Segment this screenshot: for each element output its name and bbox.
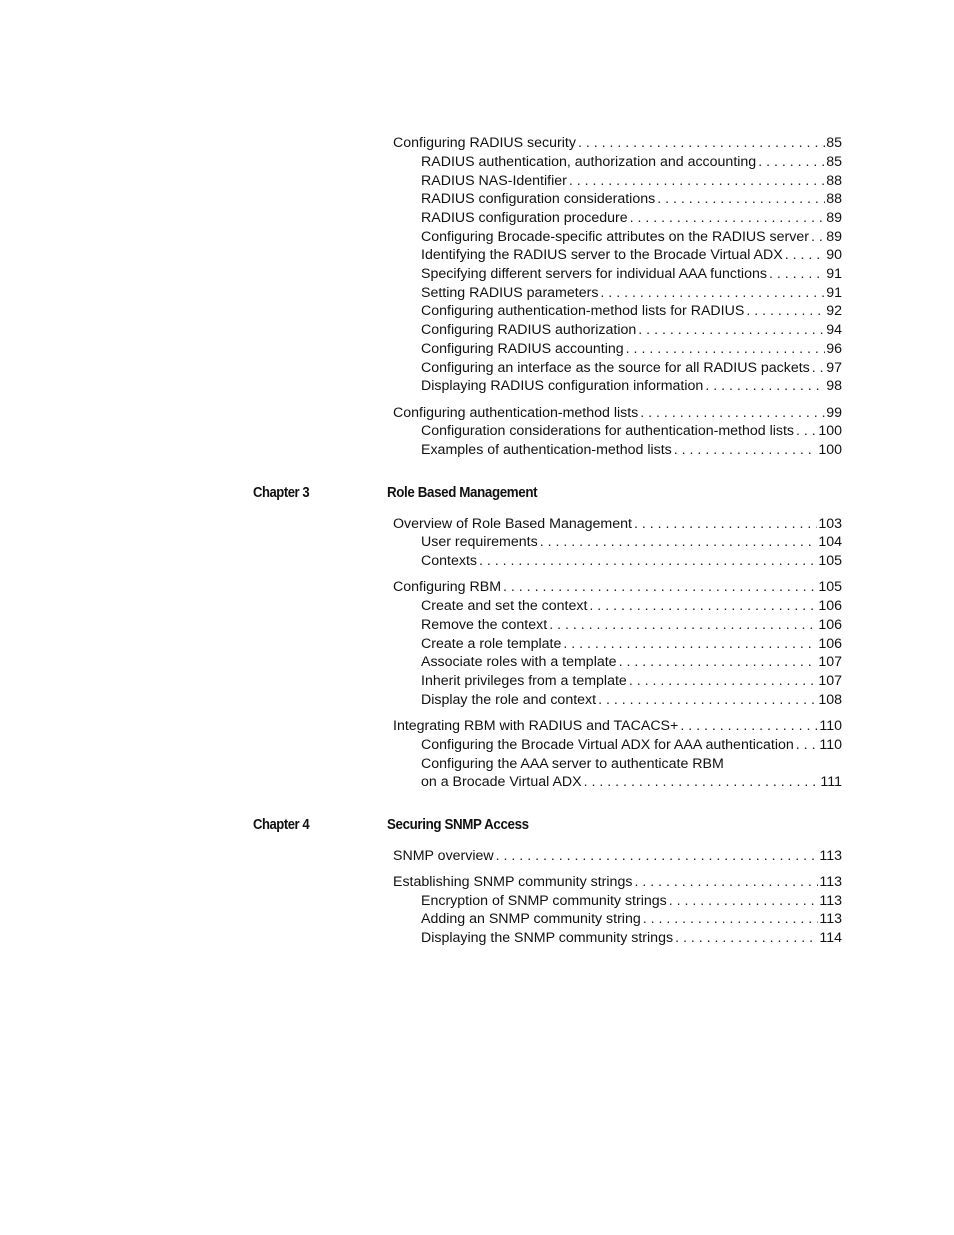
toc-entry-page: 85	[826, 154, 842, 170]
toc-entry-title: Configuring authentication-method lists	[393, 405, 639, 421]
toc-entry-page: 106	[818, 617, 842, 633]
toc-entry-page: 98	[826, 378, 842, 394]
toc-subentry[interactable]	[421, 340, 842, 359]
toc-entry-title: Identifying the RADIUS server to the Brocade Virtual ADX	[421, 247, 783, 263]
toc-subentry[interactable]	[421, 265, 842, 284]
toc-entry-title: SNMP overview	[393, 848, 494, 864]
dot-leader	[758, 153, 825, 172]
toc-subentry[interactable]	[421, 190, 842, 209]
toc-entry-page: 88	[826, 191, 842, 207]
toc-subentry[interactable]	[421, 597, 842, 616]
dot-leader	[769, 265, 825, 284]
toc-entry-title: Configuring the Brocade Virtual ADX for AAA authentication	[421, 737, 794, 753]
toc-entry-page: 107	[818, 673, 842, 689]
toc-entry-page: 92	[826, 303, 842, 319]
dot-leader	[626, 340, 826, 359]
toc-subentry[interactable]	[421, 533, 842, 552]
toc-entry-page: 97	[826, 360, 842, 376]
dot-leader	[578, 134, 825, 153]
toc-subentry[interactable]	[421, 616, 842, 635]
dot-leader	[657, 190, 825, 209]
toc-entry-title: Establishing SNMP community strings	[393, 874, 633, 890]
toc-entry-title: Examples of authentication-method lists	[421, 442, 672, 458]
toc-entry-page: 110	[819, 737, 842, 753]
dot-leader	[705, 377, 825, 396]
toc-entry-page: 105	[818, 553, 842, 569]
toc-entry[interactable]	[393, 578, 842, 597]
dot-leader	[569, 172, 825, 191]
toc-subentry[interactable]	[421, 302, 842, 321]
toc-subentry-first-line[interactable]: Configuring the AAA server to authenticate RBM	[421, 756, 724, 772]
toc-entry-page: 90	[826, 247, 842, 263]
toc-entry-title: Configuring RADIUS authorization	[421, 322, 637, 338]
toc-entry[interactable]	[393, 515, 842, 534]
dot-leader	[674, 441, 818, 460]
dot-leader	[479, 552, 817, 571]
toc-subentry[interactable]	[421, 209, 842, 228]
toc-entry-title: Configuring RBM	[393, 579, 502, 595]
dot-leader	[675, 929, 818, 948]
toc-subentry[interactable]	[421, 552, 842, 571]
toc-entry-title: Specifying different servers for individual AAA functions	[421, 266, 767, 282]
toc-entry-page: 89	[826, 229, 842, 245]
toc-subentry[interactable]	[421, 773, 842, 792]
toc-entry-page: 108	[818, 692, 842, 708]
toc-entry-page: 113	[819, 874, 842, 890]
toc-subentry[interactable]	[421, 441, 842, 460]
toc-entry-page: 100	[818, 423, 842, 439]
dot-leader	[598, 691, 817, 710]
toc-entry-title: Configuration considerations for authentication-method lists	[421, 423, 795, 439]
dot-leader	[634, 515, 817, 534]
toc-entry-page: 113	[819, 911, 842, 927]
toc-entry-title: Create and set the context	[421, 598, 588, 614]
toc-entry[interactable]	[393, 847, 842, 866]
toc-entry-title: Setting RADIUS parameters	[421, 285, 599, 301]
chapter-title[interactable]: Role Based Management	[387, 485, 538, 501]
dot-leader	[600, 284, 825, 303]
dot-leader	[640, 404, 825, 423]
toc-entry-title: RADIUS authentication, authorization and accounting	[421, 154, 757, 170]
toc-entry-title: Display the role and context	[421, 692, 597, 708]
toc-entry-page: 88	[826, 173, 842, 189]
toc-entry-page: 91	[826, 266, 842, 282]
toc-entry-title: Associate roles with a template	[421, 654, 617, 670]
toc-entry-title: Configuring an interface as the source for all RADIUS packets	[421, 360, 810, 376]
dot-leader	[746, 302, 825, 321]
dot-leader	[629, 672, 818, 691]
dot-leader	[812, 359, 825, 378]
toc-entry-title: RADIUS configuration considerations	[421, 191, 656, 207]
toc-subentry[interactable]	[421, 422, 842, 441]
toc-subentry[interactable]	[421, 892, 842, 911]
toc-entry-title: Configuring RADIUS accounting	[421, 341, 624, 357]
toc-subentry[interactable]	[421, 653, 842, 672]
toc-entry-page: 106	[818, 598, 842, 614]
toc-entry-page: 110	[819, 718, 842, 734]
dot-leader	[496, 847, 819, 866]
toc-entry-title: RADIUS configuration procedure	[421, 210, 628, 226]
toc-subentry[interactable]	[421, 736, 842, 755]
toc-entry-page: 85	[826, 135, 842, 151]
toc-entry-page: 113	[819, 893, 842, 909]
dot-leader	[549, 616, 817, 635]
toc-entry[interactable]	[393, 717, 842, 736]
toc-entry-title: Contexts	[421, 553, 477, 569]
toc-entry-page: 100	[818, 442, 842, 458]
toc-subentry[interactable]	[421, 172, 842, 191]
toc-entry-title: Configuring Brocade-specific attributes on the RADIUS server	[421, 229, 809, 245]
toc-entry[interactable]	[393, 134, 842, 153]
toc-subentry[interactable]	[421, 691, 842, 710]
toc-subentry[interactable]	[421, 929, 842, 948]
toc-entry-title: Integrating RBM with RADIUS and TACACS+	[393, 718, 679, 734]
toc-entry-title: Displaying RADIUS configuration information	[421, 378, 704, 394]
toc-entry-page: 99	[826, 405, 842, 421]
dot-leader	[630, 209, 826, 228]
toc-entry-page: 104	[818, 534, 842, 550]
dot-leader	[540, 533, 818, 552]
chapter-label: Chapter 3	[253, 485, 310, 501]
chapter-label: Chapter 4	[253, 817, 310, 833]
toc-subentry[interactable]	[421, 635, 842, 654]
toc-entry-title: Create a role template	[421, 636, 562, 652]
dot-leader	[589, 597, 817, 616]
toc-entry-page: 89	[826, 210, 842, 226]
toc-entry-title: Inherit privileges from a template	[421, 673, 627, 689]
dot-leader	[619, 653, 818, 672]
toc-subentry[interactable]	[421, 228, 842, 247]
toc-entry-page: 113	[819, 848, 842, 864]
dot-leader	[643, 910, 819, 929]
dot-leader	[669, 892, 819, 911]
toc-entry-page: 91	[826, 285, 842, 301]
toc-subentry[interactable]	[421, 246, 842, 265]
dot-leader	[785, 246, 826, 265]
toc-entry[interactable]	[393, 873, 842, 892]
toc-entry-page: 96	[826, 341, 842, 357]
toc-entry-page: 106	[818, 636, 842, 652]
toc-subentry[interactable]	[421, 153, 842, 172]
toc-entry-page: 111	[820, 774, 842, 790]
toc-entry-page: 94	[826, 322, 842, 338]
toc-entry-page: 105	[818, 579, 842, 595]
toc-entry-title: RADIUS NAS-Identifier	[421, 173, 567, 189]
toc-entry-title: User requirements	[421, 534, 538, 550]
toc-entry-page: 107	[818, 654, 842, 670]
toc-subentry[interactable]	[421, 672, 842, 691]
toc-entry-title: Remove the context	[421, 617, 548, 633]
toc-entry-title: Configuring RADIUS security	[393, 135, 576, 151]
toc-entry-title: on a Brocade Virtual ADX	[421, 774, 582, 790]
dot-leader	[811, 228, 825, 247]
toc-entry-title: Encryption of SNMP community strings	[421, 893, 667, 909]
toc-subentry[interactable]	[421, 359, 842, 378]
toc-entry-title: Overview of Role Based Management	[393, 516, 632, 532]
dot-leader	[563, 635, 817, 654]
toc-entry[interactable]	[393, 404, 842, 423]
toc-entry-title: Displaying the SNMP community strings	[421, 930, 674, 946]
toc-subentry[interactable]	[421, 284, 842, 303]
chapter-title[interactable]: Securing SNMP Access	[387, 817, 529, 833]
dot-leader	[680, 717, 818, 736]
toc-subentry[interactable]	[421, 377, 842, 396]
toc-entry-page: 114	[819, 930, 842, 946]
toc-subentry[interactable]	[421, 910, 842, 929]
dot-leader	[796, 736, 819, 755]
toc-entry-page: 103	[818, 516, 842, 532]
dot-leader	[503, 578, 817, 597]
dot-leader	[584, 773, 820, 792]
toc-subentry[interactable]	[421, 321, 842, 340]
dot-leader	[634, 873, 818, 892]
dot-leader	[796, 422, 817, 441]
toc-entry-title: Adding an SNMP community string	[421, 911, 641, 927]
dot-leader	[638, 321, 825, 340]
toc-entry-title: Configuring authentication-method lists for RADIUS	[421, 303, 745, 319]
